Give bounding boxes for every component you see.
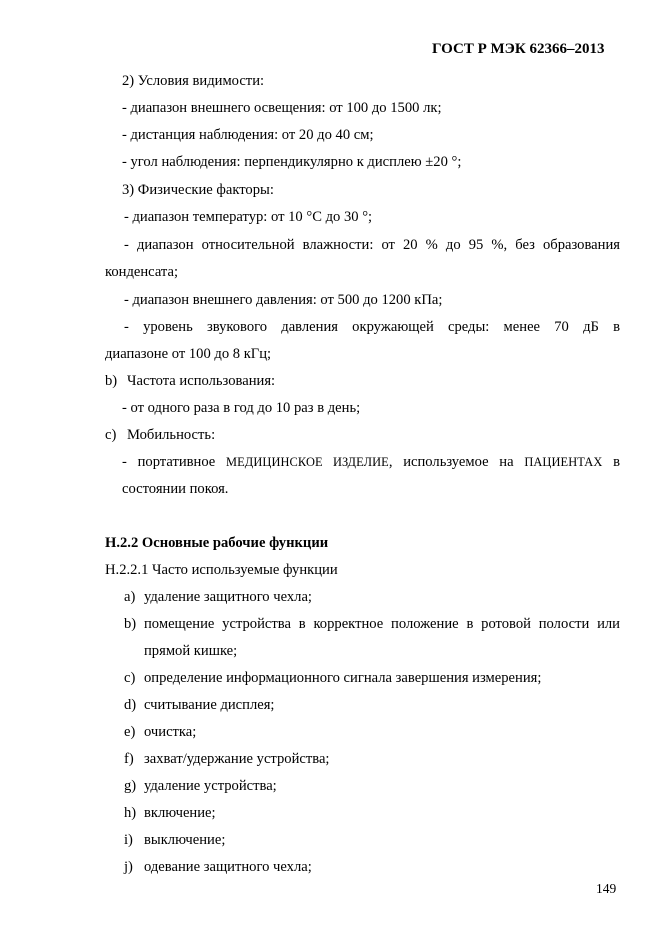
list-item-text: удаление устройства;: [144, 778, 277, 794]
mobility-term-patients: ПАЦИЕНТАХ: [524, 455, 603, 469]
physical-pressure: - диапазон внешнего давления: от 500 до 1200 кПа;: [124, 292, 443, 308]
mobility-label: Мобильность:: [127, 427, 216, 443]
list-item-text: очистка;: [144, 724, 197, 740]
mobility-text-a: - портативное: [122, 454, 227, 470]
visibility-lighting: - диапазон внешнего освещения: от 100 до 1500 лк;: [122, 100, 442, 116]
list-marker: c): [124, 670, 136, 686]
list-item-text: одевание защитного чехла;: [144, 859, 312, 875]
mobility-text-c: в: [602, 454, 621, 470]
list-item: [124, 750, 329, 768]
mobility-text-b: , используемое на: [388, 454, 525, 470]
list-item: [124, 723, 196, 741]
page-number: 149: [596, 881, 617, 896]
document-code: ГОСТ Р МЭК 62366–2013: [432, 41, 605, 57]
list-marker: c): [105, 427, 117, 443]
list-item-text: включение;: [144, 805, 216, 821]
list-item-text: захват/удержание устройства;: [144, 751, 330, 767]
section-subheading: Н.2.2.1 Часто используемые функции: [105, 562, 338, 578]
list-marker: d): [124, 697, 137, 713]
list-item: [124, 831, 225, 849]
list-item-continuation: прямой кишке;: [144, 643, 238, 659]
section-heading: Н.2.2 Основные рабочие функции: [105, 535, 329, 551]
mobility-line2: состоянии покоя.: [122, 481, 229, 497]
list-item-text: помещение устройства в корректное положение в ротовой полости или: [144, 616, 620, 632]
list-marker: f): [124, 751, 134, 767]
list-item: [124, 804, 216, 822]
list-item-text: определение информационного сигнала завершения измерения;: [144, 670, 542, 686]
list-item-text: выключение;: [144, 832, 226, 848]
physical-heading: 3) Физические факторы:: [122, 182, 274, 198]
list-item: [124, 858, 312, 876]
list-marker: h): [124, 805, 137, 821]
list-item-text: считывание дисплея;: [144, 697, 275, 713]
list-marker: g): [124, 778, 137, 794]
frequency-label: Частота использования:: [127, 373, 276, 389]
physical-humidity-line2: конденсата;: [105, 264, 179, 280]
physical-noise-line1: - уровень звукового давления окружающей среды: менее 70 дБ в: [124, 319, 620, 335]
list-item: [124, 615, 620, 633]
list-marker: e): [124, 724, 136, 740]
frequency-item: [105, 372, 275, 390]
list-marker: j): [124, 859, 133, 875]
list-marker: a): [124, 589, 136, 605]
list-marker: b): [124, 616, 137, 632]
physical-humidity-line1: - диапазон относительной влажности: от 20 % до 95 %, без образования: [124, 237, 620, 253]
list-item: [124, 669, 541, 687]
physical-temperature: - диапазон температур: от 10 °С до 30 °;: [124, 209, 373, 225]
list-marker: b): [105, 373, 118, 389]
physical-noise-line2: диапазоне от 100 до 8 кГц;: [105, 346, 272, 362]
mobility-item: [105, 426, 215, 444]
list-item: [124, 696, 275, 714]
visibility-heading: 2) Условия видимости:: [122, 73, 265, 89]
list-item-text: удаление защитного чехла;: [144, 589, 312, 605]
frequency-value: - от одного раза в год до 10 раз в день;: [122, 400, 361, 416]
list-item: [124, 777, 277, 795]
mobility-term-device: МЕДИЦИНСКОЕ ИЗДЕЛИЕ: [226, 455, 389, 469]
visibility-angle: - угол наблюдения: перпендикулярно к дисплею ±20 °;: [122, 154, 462, 170]
list-marker: i): [124, 832, 133, 848]
list-item: [124, 588, 312, 606]
visibility-distance: - дистанция наблюдения: от 20 до 40 см;: [122, 127, 374, 143]
mobility-line1: [122, 453, 620, 471]
